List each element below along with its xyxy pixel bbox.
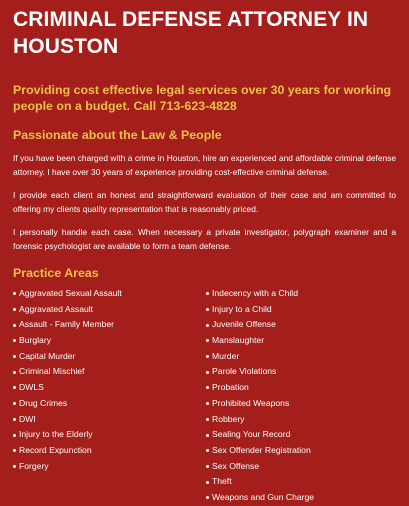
practice-area-item[interactable] [206, 349, 396, 365]
practice-area-label: Indecency with a Child [212, 288, 298, 298]
practice-area-label: Aggravated Assault [19, 303, 94, 314]
team-defense-paragraph: I personally handle each case. When necessary a private investigator, polygraph examiner and a forensic psychologist are available to form a team defense. [13, 227, 396, 251]
practice-area-item[interactable] [206, 286, 396, 302]
practice-area-label: Assault - Family Member [19, 319, 115, 330]
bullet-icon [206, 481, 209, 484]
practice-area-label: DWLS [19, 382, 44, 393]
practice-area-label: Injury to the Elderly [19, 429, 93, 440]
practice-area-label: Weapons and Gun Charge [212, 491, 315, 502]
practice-area-label: Record Expunction [19, 444, 92, 455]
bullet-icon [13, 434, 16, 437]
practice-area-item[interactable] [206, 443, 396, 459]
practice-area-label: Murder [212, 350, 240, 361]
bullet-icon [206, 355, 209, 358]
practice-area-item[interactable] [206, 396, 396, 412]
practice-area-item[interactable] [13, 380, 206, 396]
practice-area-label: Injury to a Child [212, 303, 272, 314]
practice-area-label: Robbery [212, 413, 245, 424]
practice-area-label: Manslaughter [212, 335, 265, 346]
bullet-icon [206, 339, 209, 342]
bullet-icon [13, 324, 16, 327]
bullet-icon [206, 465, 209, 468]
bullet-icon [13, 465, 16, 468]
practice-area-item[interactable] [13, 412, 206, 428]
practice-area-label: Aggravated Sexual Assault [19, 288, 122, 298]
page-title: CRIMINAL DEFENSE ATTORNEY IN HOUSTON [13, 8, 369, 58]
practice-area-item[interactable] [206, 302, 396, 318]
bullet-icon [13, 355, 16, 358]
passion-heading: Passionate about the Law & People [13, 128, 222, 142]
bullet-icon [206, 496, 209, 499]
practice-areas-list [13, 286, 396, 506]
practice-area-item[interactable] [206, 474, 396, 490]
practice-area-item[interactable] [13, 443, 206, 459]
practice-areas-heading: Practice Areas [13, 266, 99, 280]
intro-paragraph: If you have been charged with a crime in Houston, hire an experienced and affordable criminal defense attorney. I have over 30 years of experience providing cost-effective criminal defense. [13, 153, 396, 177]
practice-area-item[interactable] [206, 459, 396, 475]
bullet-icon [206, 449, 209, 452]
practice-area-item[interactable] [13, 317, 206, 333]
practice-area-item[interactable] [13, 364, 206, 380]
practice-area-label: Sex Offender Registration [212, 444, 311, 455]
practice-areas-right-column [206, 286, 396, 506]
practice-area-label: Theft [212, 476, 232, 487]
bullet-icon [13, 386, 16, 389]
practice-area-label: Criminal Mischief [19, 366, 85, 377]
practice-area-item[interactable] [206, 317, 396, 333]
bullet-icon [13, 402, 16, 405]
practice-area-label: Sealing Your Record [212, 429, 291, 440]
bullet-icon [13, 339, 16, 342]
practice-area-label: DWI [19, 413, 36, 424]
practice-area-item[interactable] [206, 380, 396, 396]
bullet-icon [206, 308, 209, 311]
practice-area-item[interactable] [13, 396, 206, 412]
practice-area-item[interactable] [13, 333, 206, 349]
practice-area-label: Juvenile Offense [212, 319, 276, 330]
practice-areas-left-column [13, 286, 206, 506]
practice-area-item[interactable] [13, 349, 206, 365]
bullet-icon [206, 418, 209, 421]
bullet-icon [13, 308, 16, 311]
practice-area-label: Prohibited Weapons [212, 397, 290, 408]
bullet-icon [13, 449, 16, 452]
practice-area-item[interactable] [206, 427, 396, 443]
tagline: Providing cost effective legal services over 30 years for working people on a budget. Call 713-623-4828 [13, 83, 392, 113]
bullet-icon [13, 371, 16, 374]
bullet-icon [206, 371, 209, 374]
practice-area-label: Capital Murder [19, 350, 76, 361]
bullet-icon [206, 292, 209, 295]
commitment-paragraph: I provide each client an honest and straightforward evaluation of their case and am committed to offering my clients quality representation that is reasonably priced. [13, 190, 396, 214]
practice-area-label: Forgery [19, 460, 49, 471]
practice-area-label: Parole Violations [212, 366, 277, 377]
practice-area-item[interactable] [206, 364, 396, 380]
practice-area-item[interactable] [13, 302, 206, 318]
practice-area-item[interactable] [206, 490, 396, 506]
practice-area-item[interactable] [206, 333, 396, 349]
practice-area-item[interactable] [13, 427, 206, 443]
bullet-icon [13, 292, 16, 295]
bullet-icon [206, 386, 209, 389]
practice-area-item[interactable] [13, 286, 206, 302]
practice-area-label: Drug Crimes [19, 397, 68, 408]
bullet-icon [206, 402, 209, 405]
practice-area-label: Sex Offense [212, 460, 260, 471]
practice-area-label: Burglary [19, 335, 51, 346]
bullet-icon [206, 434, 209, 437]
practice-area-item[interactable] [13, 459, 206, 475]
practice-area-item[interactable] [206, 412, 396, 428]
bullet-icon [13, 418, 16, 421]
practice-area-label: Probation [212, 382, 249, 393]
bullet-icon [206, 324, 209, 327]
